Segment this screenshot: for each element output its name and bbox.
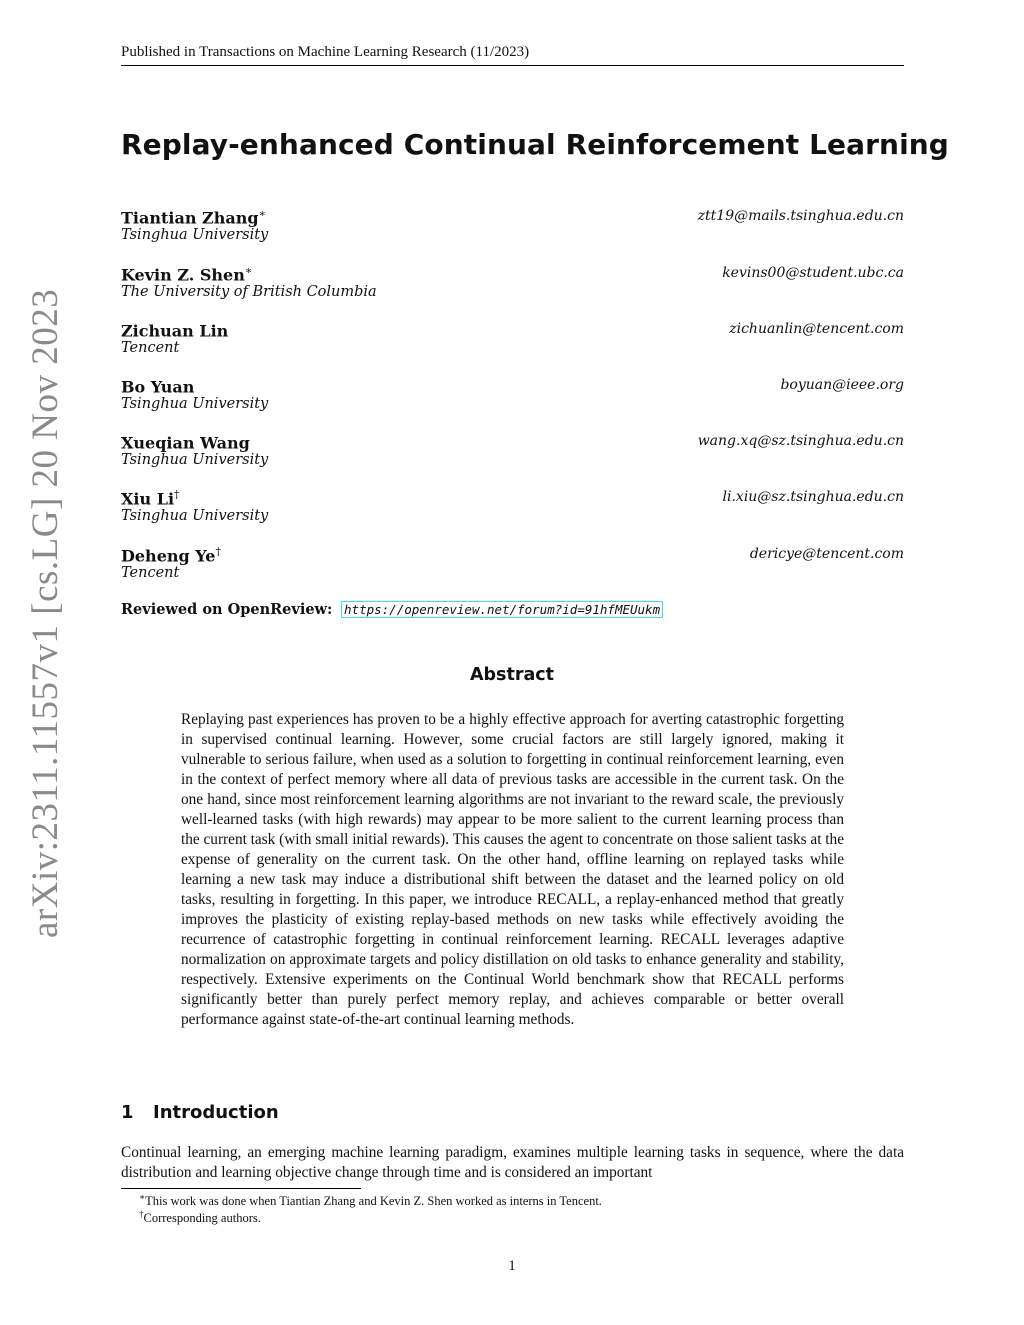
running-header: Published in Transactions on Machine Learning Research (11/2023)	[121, 44, 530, 60]
author-block	[121, 264, 904, 312]
paper-title: Replay-enhanced Continual Reinforcement Learning	[121, 128, 949, 161]
author-name: Deheng Ye†	[121, 545, 221, 566]
abstract-heading: Abstract	[469, 665, 555, 685]
review-label: Reviewed on OpenReview:	[121, 601, 333, 618]
author-email[interactable]: kevins00@student.ubc.ca	[722, 265, 904, 281]
footnote: †Corresponding authors.	[139, 1209, 261, 1226]
abstract-text: Replaying past experiences has proven to be a highly effective approach for averting catastrophic forgetting in supervised continual learning. However, some crucial factors are still largely ignored, making it vulnerable to serious failure, when used as a solution to forgetting in continual reinforcement learning, even in the context of perfect memory where all data of previous tasks are accessible in the current task. On the one hand, since most reinforcement learning algorithms are not invariant to the reward scale, the previously well-learned tasks (with high rewards) may appear to be more salient to the current learning process than the current task (with small initial rewards). This causes the agent to concentrate on those salient tasks at the expense of generality on the current task. On the other hand, offline learning on replayed tasks while learning a new task may induce a distributional shift between the dataset and the learned policy on old tasks, resulting in forgetting. In this paper, we introduce RECALL, a replay-enhanced method that greatly improves the plasticity of existing replay-based methods on new tasks while effectively avoiding the recurrence of catastrophic forgetting in continual reinforcement learning. RECALL leverages adaptive normalization on approximate targets and policy distillation on old tasks to enhance generality and stability, respectively. Extensive experiments on the Continual World benchmark show that RECALL performs significantly better than purely perfect memory replay, and achieves comparable or better overall performance against state-of-the-art continual learning methods.	[181, 711, 844, 1028]
author-block	[121, 207, 904, 255]
author-block	[121, 376, 904, 424]
author-name: Xueqian Wang	[121, 433, 250, 453]
author-name: Kevin Z. Shen∗	[121, 264, 253, 285]
author-email[interactable]: zichuanlin@tencent.com	[729, 321, 904, 337]
author-affiliation: Tencent	[121, 565, 180, 581]
author-affiliation: Tsinghua University	[121, 452, 269, 468]
section-number: 1	[121, 1102, 134, 1123]
footnote-rule	[121, 1188, 361, 1189]
section-heading-introduction	[121, 1102, 279, 1123]
author-affiliation: Tsinghua University	[121, 508, 269, 524]
arxiv-stamp: arXiv:2311.11557v1 [cs.LG] 20 Nov 2023	[25, 288, 66, 938]
author-name: Xiu Li†	[121, 488, 180, 509]
author-email[interactable]: wang.xq@sz.tsinghua.edu.cn	[697, 433, 904, 449]
author-email[interactable]: dericye@tencent.com	[749, 546, 904, 562]
author-block	[121, 320, 904, 368]
author-block	[121, 488, 904, 536]
author-affiliation: Tencent	[121, 340, 180, 356]
author-block	[121, 545, 904, 593]
review-line	[121, 601, 663, 618]
author-email[interactable]: boyuan@ieee.org	[780, 377, 904, 393]
author-name: Tiantian Zhang∗	[121, 207, 267, 228]
footnote: ∗This work was done when Tiantian Zhang and Kevin Z. Shen worked as interns in Tencent.	[139, 1192, 602, 1209]
author-email[interactable]: li.xiu@sz.tsinghua.edu.cn	[722, 489, 904, 505]
intro-text: Continual learning, an emerging machine learning paradigm, examines multiple learning tasks in sequence, where the data distribution and learning objective change through time and is considered an important	[121, 1144, 904, 1181]
author-name: Zichuan Lin	[121, 321, 229, 341]
page-number: 1	[508, 1258, 516, 1274]
author-affiliation: The University of British Columbia	[121, 284, 377, 300]
openreview-link[interactable]: https://openreview.net/forum?id=91hfMEUukm	[341, 601, 663, 618]
author-name: Bo Yuan	[121, 377, 195, 397]
author-block	[121, 432, 904, 480]
author-affiliation: Tsinghua University	[121, 227, 269, 243]
author-email[interactable]: ztt19@mails.tsinghua.edu.cn	[697, 208, 904, 224]
author-affiliation: Tsinghua University	[121, 396, 269, 412]
header-rule	[121, 65, 904, 66]
section-title: Introduction	[153, 1102, 279, 1123]
